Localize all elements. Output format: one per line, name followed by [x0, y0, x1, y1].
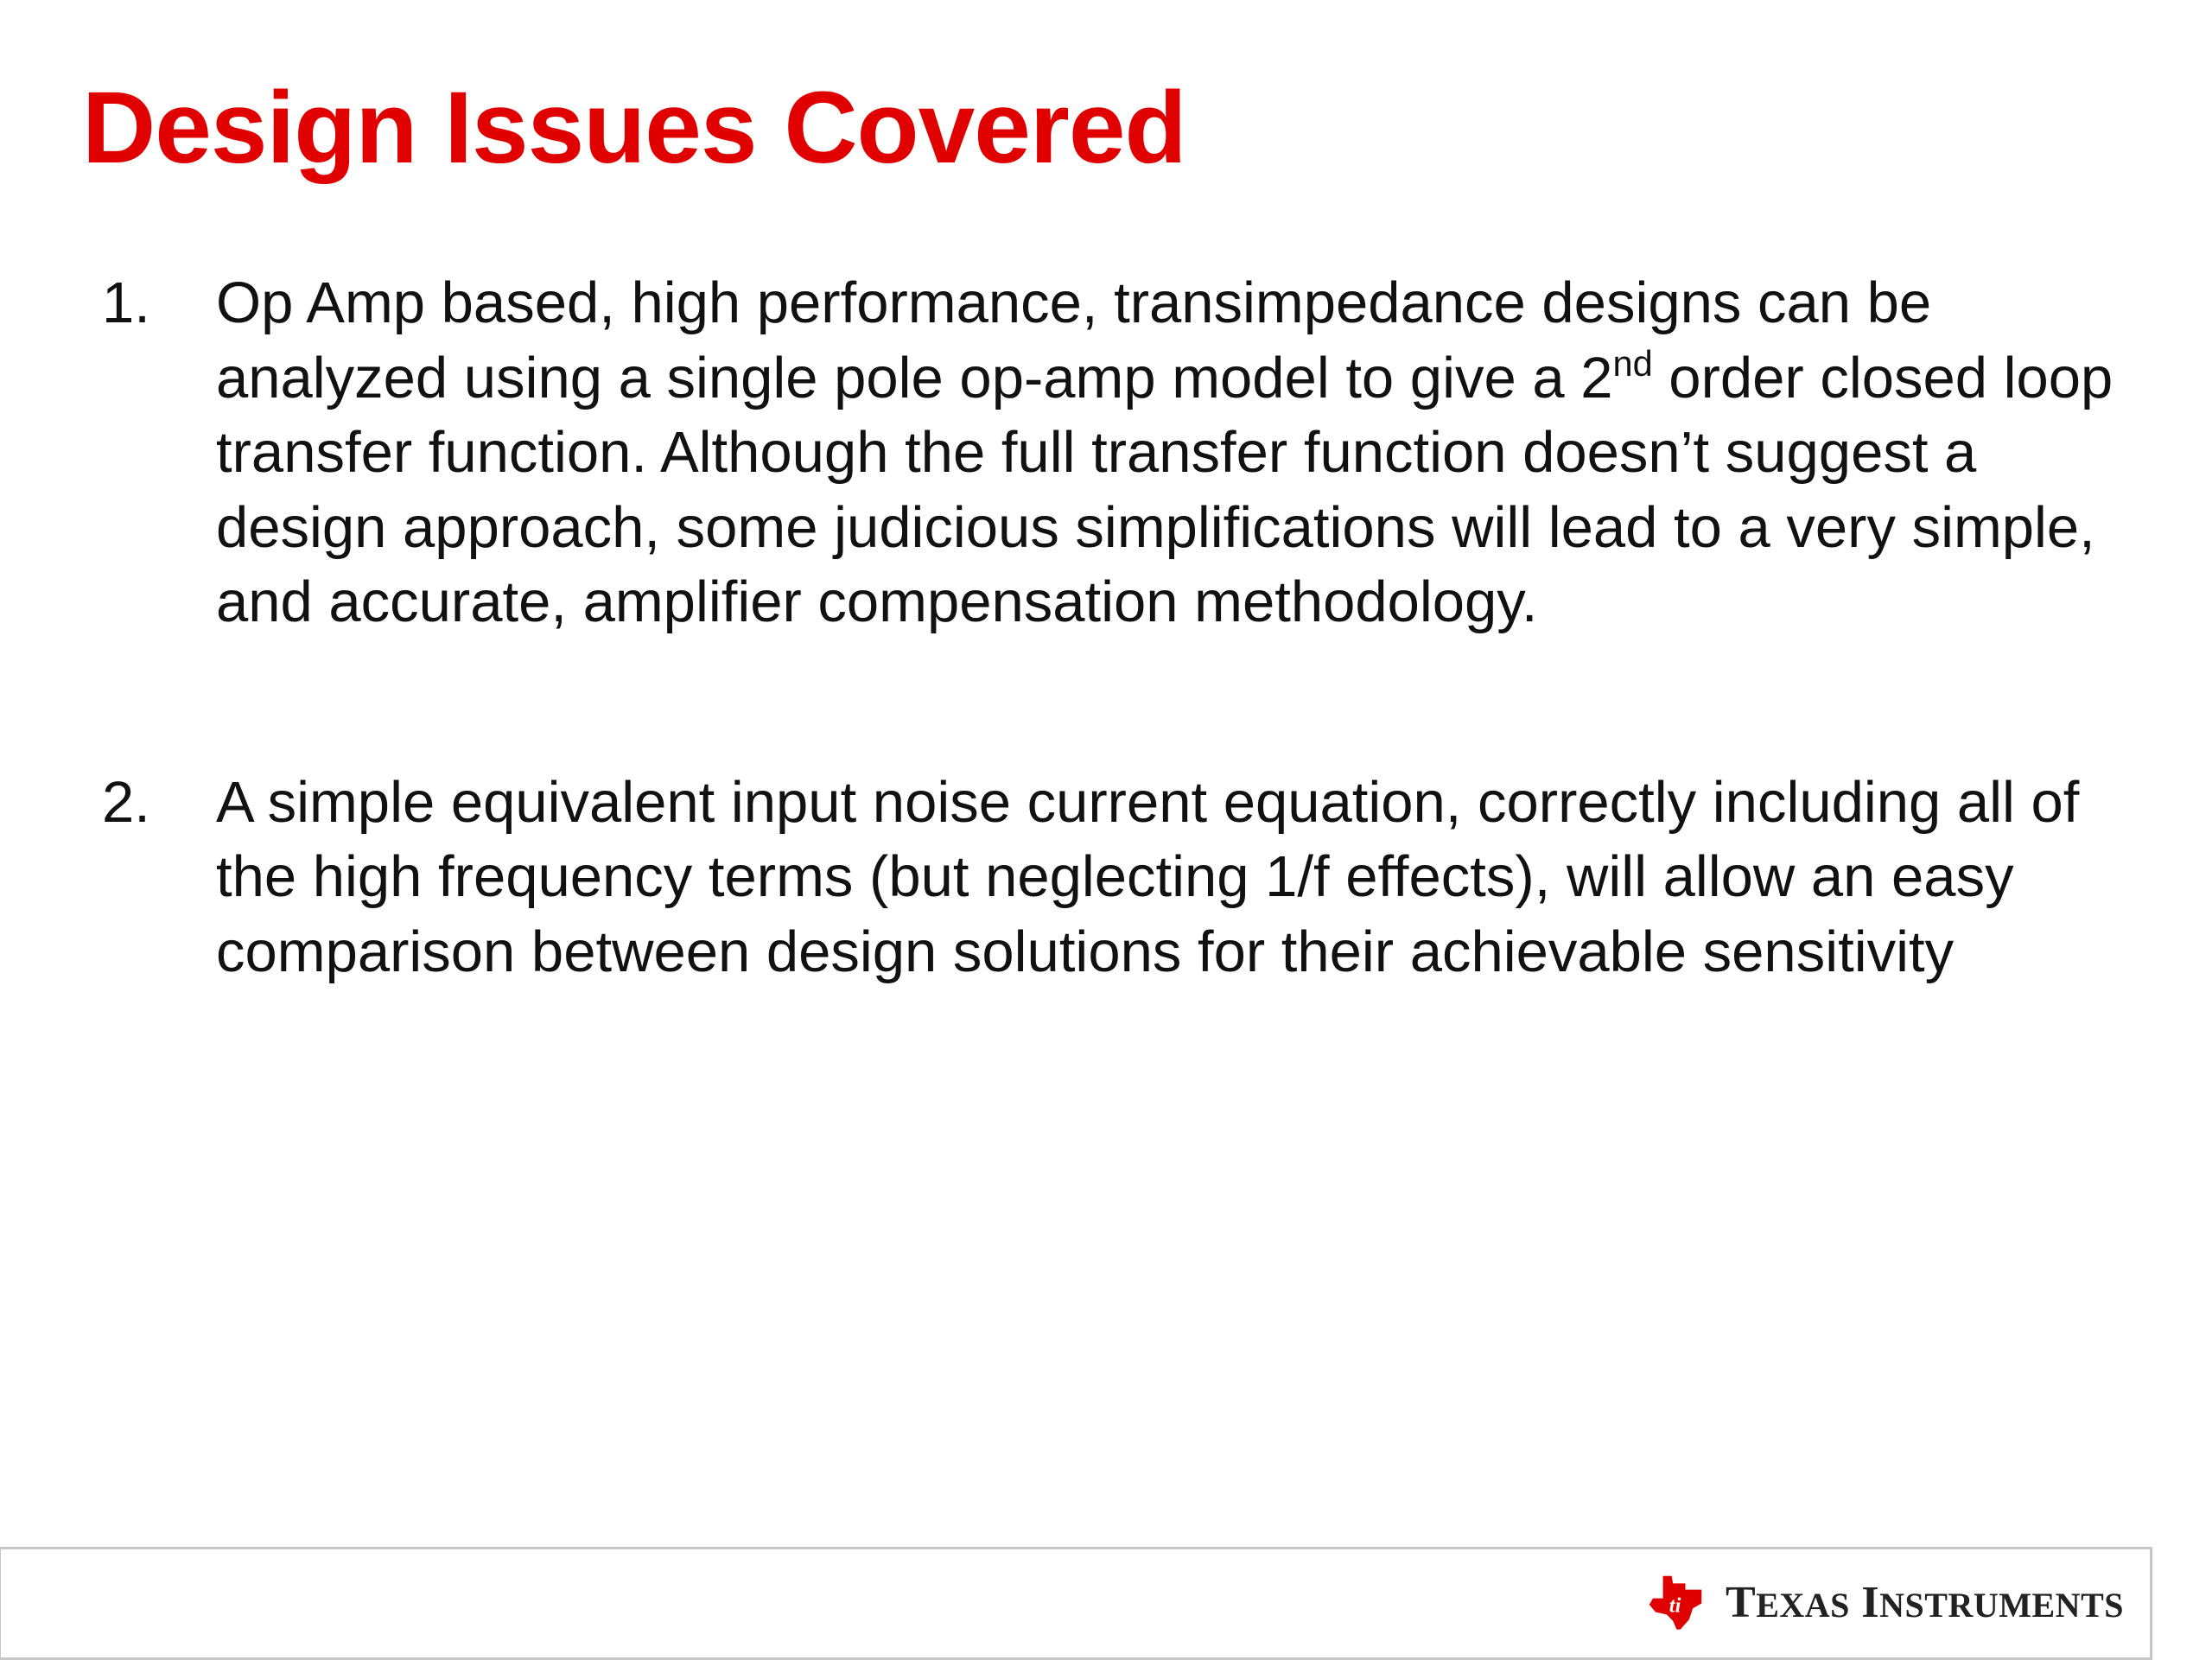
- list-text-1a: Op Amp based, high performance, transimpedance designs can be analyzed using a single pole op-amp model to give a 2: [216, 270, 1932, 410]
- list-text-2: A simple equivalent input noise current equation, correctly including all of the high frequency terms (but neglecting 1/f effects), will allow an easy comparison between design solutions for their achievable sensitivity: [216, 769, 2080, 984]
- list-text-1b: order closed loop transfer function. Although the full transfer function doesn’t suggest a design approach, some judicious simplifications will lead to a very simple, and accurate, amplifier compensation methodology.: [216, 345, 2113, 634]
- list-number-2: 2.: [102, 769, 150, 835]
- ti-logo-icon: [1644, 1571, 1707, 1633]
- bullet-list: [102, 266, 2158, 989]
- slide-title: Design Issues Covered: [82, 71, 1186, 185]
- logo-text: TEXAS INSTRUMENTS: [1726, 1577, 2124, 1627]
- list-item-2: [102, 766, 2158, 990]
- list-item-1: [102, 266, 2158, 640]
- ti-logo: [1644, 1571, 2124, 1633]
- ordinal-superscript: nd: [1612, 343, 1653, 385]
- list-number-1: 1.: [102, 270, 150, 335]
- svg-text:ti: ti: [1669, 1593, 1681, 1618]
